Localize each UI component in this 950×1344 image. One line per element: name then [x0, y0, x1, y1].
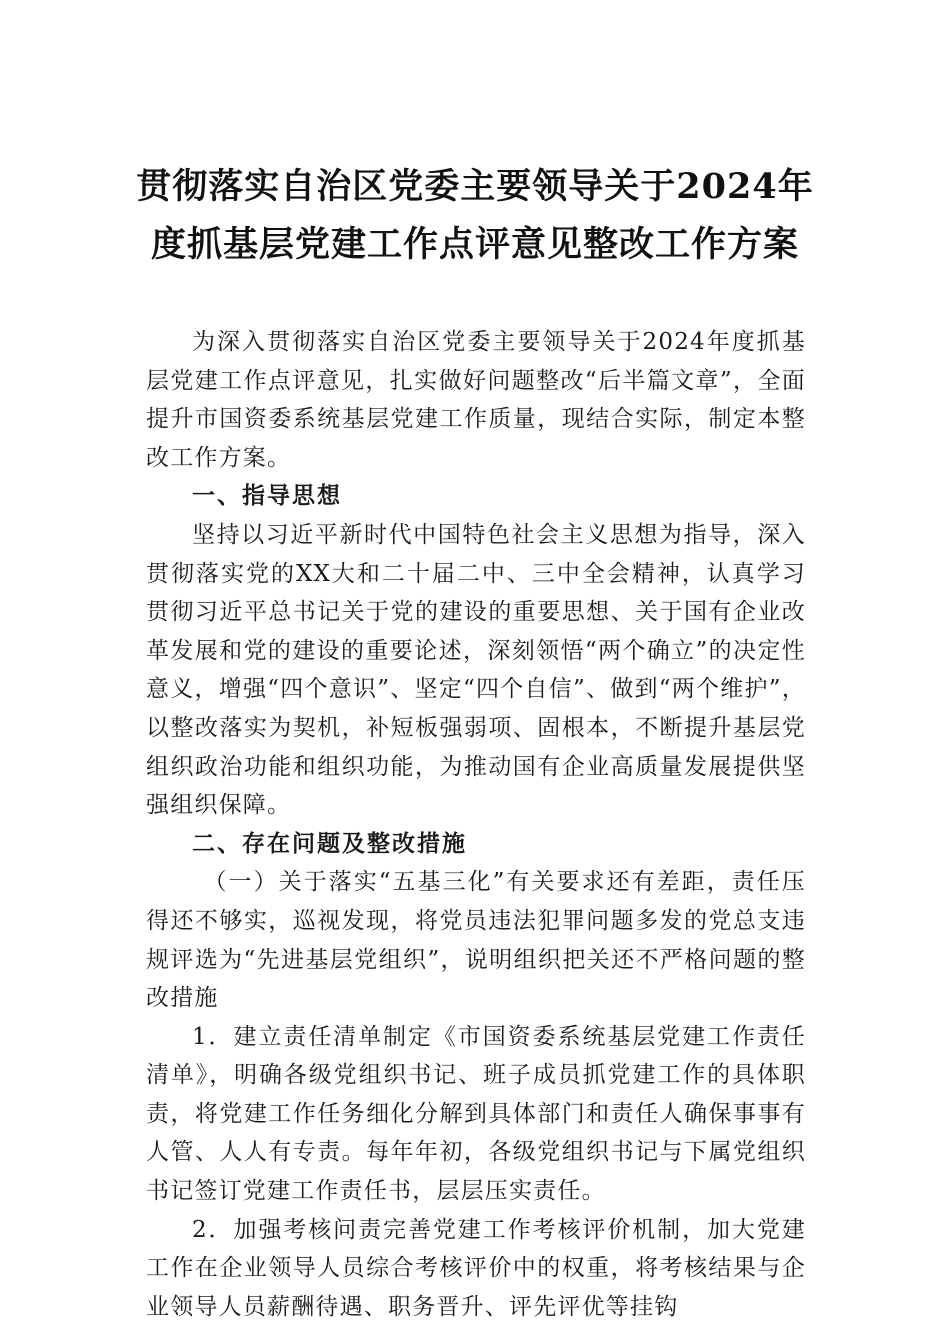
- title-line-2: 度抓基层党建工作点评意见整改工作方案: [150, 224, 799, 265]
- subsection-heading-1: （一）关于落实“五基三化”有关要求还有差距，责任压得还不够实，巡视发现，将党员违法犯罪问题多发的党总支违规评选为“先进基层党组织”，说明组织把关还不严格问题的整改措施: [146, 869, 806, 1012]
- document-body: [146, 323, 806, 1326]
- guiding-ideology-paragraph: 坚持以习近平新时代中国特色社会主义思想为指导，深入贯彻落实党的XX大和二十届二中、三中全会精神，认真学习贯彻习近平总书记关于党的建设的重要思想、关于国有企业改革发展和党的建设的重要论述，深刻领悟“两个确立”的决定性意义，增强“四个意识”、坚定“四个自信”、做到“两个维护”，以整改落实为契机，补短板强弱项、固根本，不断提升基层党组织政治功能和组织功能，为推动国有企业高质量发展提供坚强组织保障。: [146, 521, 806, 819]
- section-heading-problems-measures: 二、存在问题及整改措施: [192, 830, 467, 857]
- measure-item-1: 1．建立责任清单制定《市国资委系统基层党建工作责任清单》，明确各级党组织书记、班子成员抓党建工作的具体职责，将党建工作任务细化分解到具体部门和责任人确保事事有人管、人人有专责。每年年初，各级党组织书记与下属党组织书记签订党建工作责任书，层层压实责任。: [146, 1023, 806, 1205]
- title-line-1: 贯彻落实自治区党委主要领导关于2024年: [136, 166, 814, 207]
- intro-paragraph: 为深入贯彻落实自治区党委主要领导关于2024年度抓基层党建工作点评意见，扎实做好问题整改“后半篇文章”，全面提升市国资委系统基层党建工作质量，现结合实际，制定本整改工作方案。: [146, 329, 806, 471]
- measure-item-2: 2．加强考核问责完善党建工作考核评价机制，加大党建工作在企业领导人员综合考核评价中的权重，将考核结果与企业领导人员薪酬待遇、职务晋升、评先评优等挂钩: [146, 1216, 806, 1320]
- document-title: [120, 158, 830, 274]
- section-heading-guiding-ideology: 一、指导思想: [192, 483, 342, 510]
